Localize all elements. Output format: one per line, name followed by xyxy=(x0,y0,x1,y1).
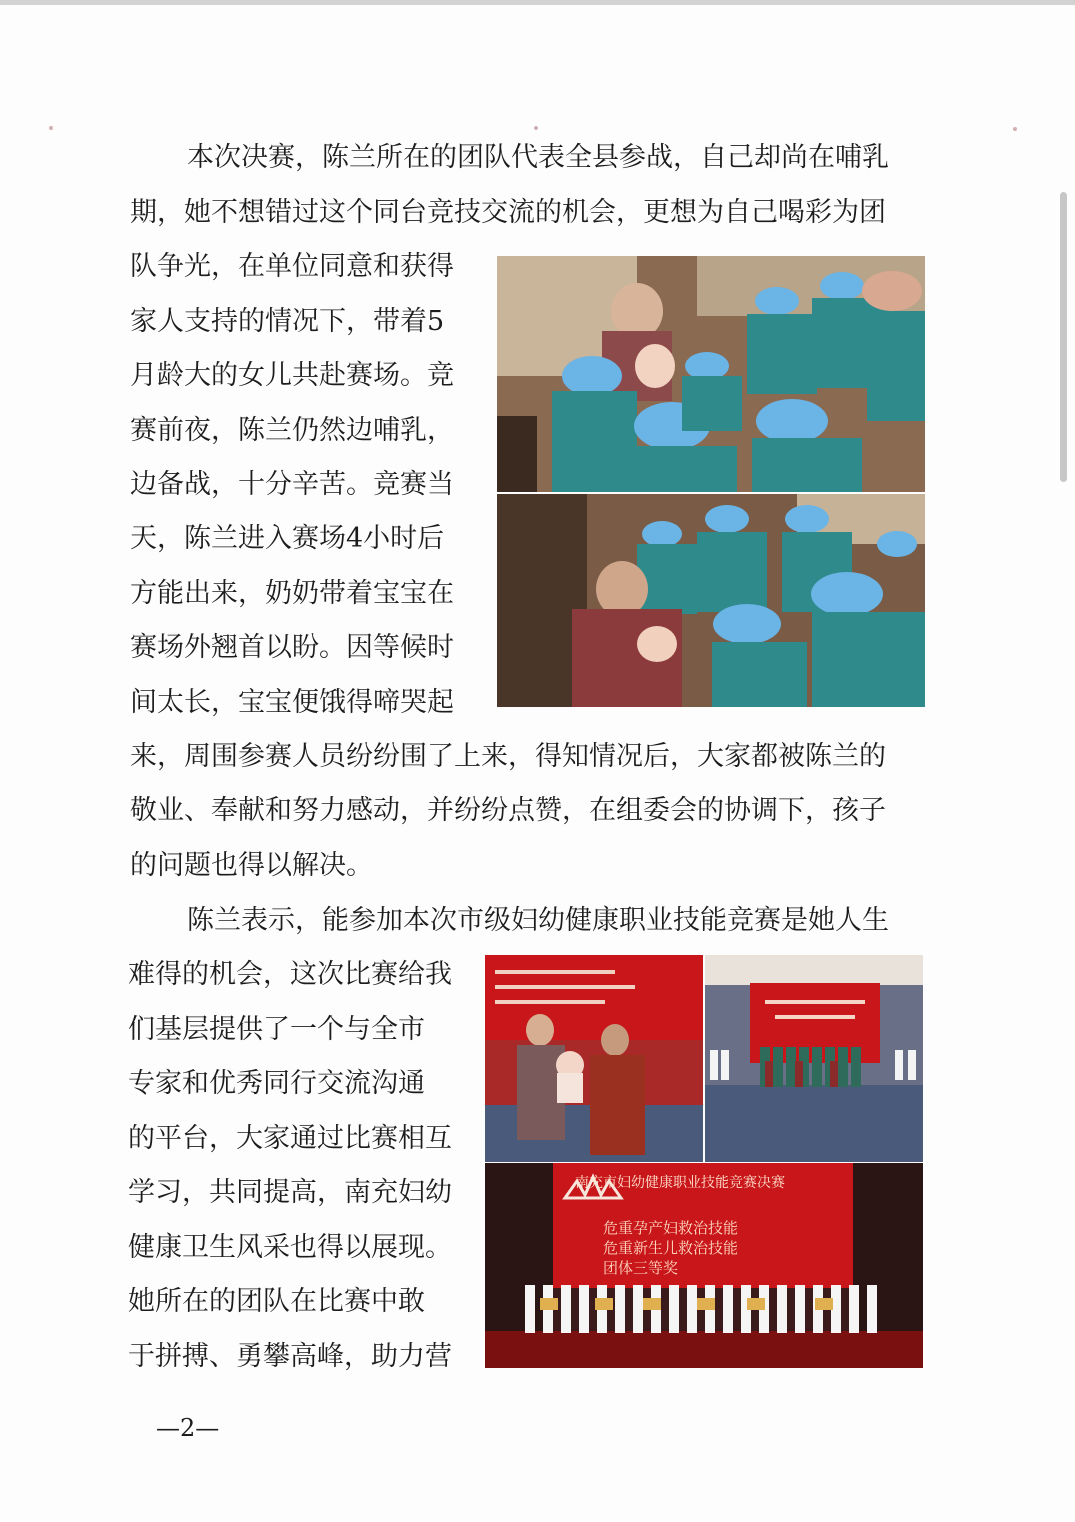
text-line: 赛前夜，陈兰仍然边哺乳， xyxy=(130,415,454,446)
text-line: 健康卫生风采也得以展现。 xyxy=(128,1232,452,1263)
text-line: 队争光，在单位同意和获得 xyxy=(130,251,454,282)
text-line: 赛场外翘首以盼。因等候时 xyxy=(130,632,454,663)
text-line: 来，周围参赛人员纷纷围了上来，得知情况后，大家都被陈兰的 xyxy=(130,741,886,772)
text-line: 间太长，宝宝便饿得啼哭起 xyxy=(130,687,454,718)
scan-speck xyxy=(534,126,538,130)
text-line: 的问题也得以解决。 xyxy=(130,850,373,881)
photo-award-ceremony xyxy=(485,1163,923,1368)
scan-speck xyxy=(49,126,53,130)
page-number: —2— xyxy=(156,1414,220,1442)
scan-speck xyxy=(1013,127,1017,131)
text-line: 陈兰表示，能参加本次市级妇幼健康职业技能竞赛是她人生 xyxy=(187,905,889,936)
text-line: 于拼搏、勇攀高峰，助力营 xyxy=(128,1341,452,1372)
text-line: 方能出来，奶奶带着宝宝在 xyxy=(130,578,454,609)
text-line: 边备战，十分辛苦。竞赛当 xyxy=(130,469,454,500)
photo-team-with-baby-2 xyxy=(497,494,925,707)
text-line: 敬业、奉献和努力感动，并纷纷点赞，在组委会的协调下，孩子 xyxy=(130,795,886,826)
banner-title: 南充市妇幼健康职业技能竞赛决赛 xyxy=(575,1175,785,1191)
photo-group-on-stage xyxy=(705,955,923,1162)
banner-line: 危重新生儿救治技能 xyxy=(603,1239,739,1257)
photo-team-with-baby-1 xyxy=(497,256,925,492)
text-line: 的平台，大家通过比赛相互 xyxy=(128,1123,452,1154)
text-line: 月龄大的女儿共赴赛场。竞 xyxy=(130,360,454,391)
text-line: 本次决赛，陈兰所在的团队代表全县参战，自己却尚在哺乳 xyxy=(187,142,889,173)
scrollbar-thumb[interactable] xyxy=(1060,192,1067,482)
text-line: 专家和优秀同行交流沟通 xyxy=(128,1068,425,1099)
text-line: 她所在的团队在比赛中敢 xyxy=(128,1286,425,1317)
text-line: 天，陈兰进入赛场4小时后 xyxy=(130,523,445,554)
banner-line: 团体三等奖 xyxy=(603,1259,679,1277)
photo-women-with-baby xyxy=(485,955,703,1162)
banner-line: 危重孕产妇救治技能 xyxy=(603,1219,739,1237)
text-line: 们基层提供了一个与全市 xyxy=(128,1014,425,1045)
text-line: 家人支持的情况下，带着5 xyxy=(130,306,445,337)
text-line: 学习，共同提高，南充妇幼 xyxy=(128,1177,452,1208)
top-edge xyxy=(0,0,1075,5)
text-line: 期，她不想错过这个同台竞技交流的机会，更想为自己喝彩为团 xyxy=(130,197,886,228)
text-line: 难得的机会，这次比赛给我 xyxy=(128,959,452,990)
